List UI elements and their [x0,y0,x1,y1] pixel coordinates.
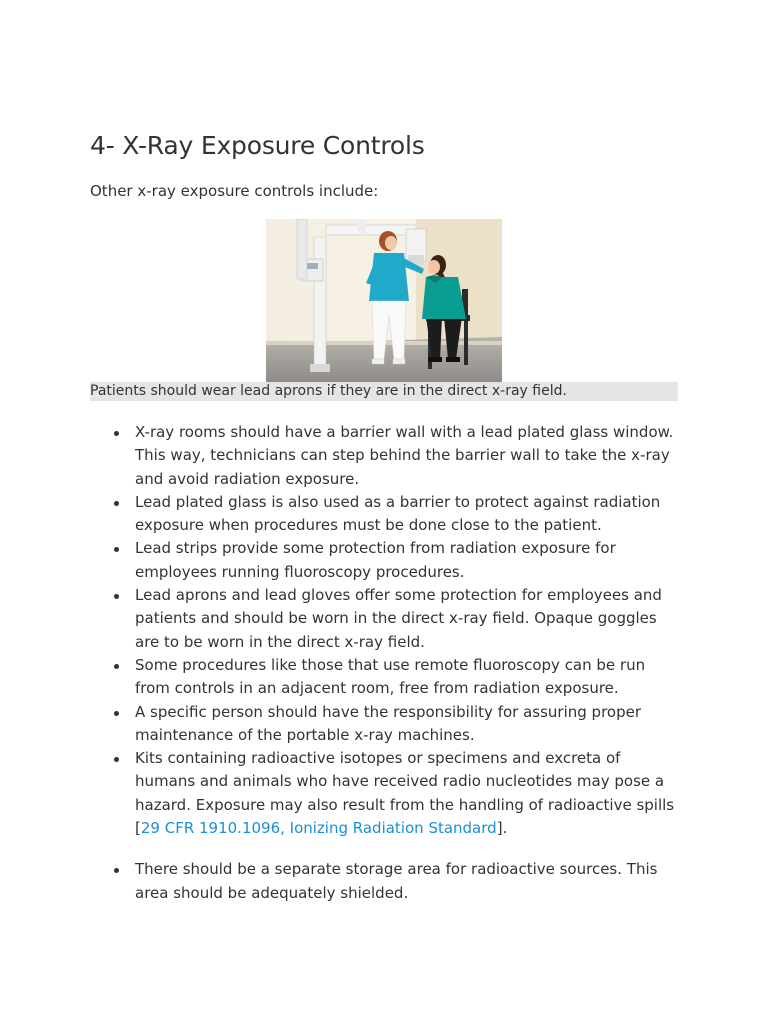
cfr-standard-link[interactable]: 29 CFR 1910.1096, Ionizing Radiation Standard [140,819,497,838]
list-item [135,421,678,491]
bullet-dot [114,501,119,506]
list-item-kits [135,747,678,840]
kits-text-end: ]. [496,819,508,838]
bullet-dot [114,547,119,552]
list-item-text: Lead plated glass is also used as a barrier to protect against radiation exposure when procedures must be done close to the patient. [135,492,661,535]
list-item-storage [135,858,678,905]
kits-text: Kits containing radioactive isotopes or specimens and excreta of humans and animals who have received radio nucleotides may pose a hazard. Exposure may also result from the handling of radioactive spills [ [135,749,675,838]
bullet-dot [114,868,119,873]
list-item [135,537,678,584]
list-item-text: A specific person should have the responsibility for assuring proper maintenance of the portable x-ray machines. [135,702,642,744]
page-title: 4- X-Ray Exposure Controls [90,131,425,160]
list-item [135,584,678,654]
bullet-dot [114,664,119,669]
figure-caption: Patients should wear lead aprons if they are in the direct x-ray field. [90,382,678,401]
intro-paragraph: Other x-ray exposure controls include: [90,182,379,200]
list-item-text: Lead aprons and lead gloves offer some protection for employees and patients and should be worn in the direct x-ray field. Opaque goggles are to be worn in the direct x-ray field. [135,586,662,651]
list-item [135,491,678,538]
list-item-text: X-ray rooms should have a barrier wall with a lead plated glass window. This way, technicians can step behind the barrier wall to take the x-ray and avoid radiation exposure. [135,423,674,488]
bullet-dot [114,594,119,599]
bullet-dot [114,431,119,436]
exposure-controls-list [90,421,678,905]
article-content [90,128,678,905]
list-item-text: Some procedures like those that use remote fluoroscopy can be run from controls in an adjacent room, free from radiation exposure. [135,655,646,698]
list-item [135,701,678,748]
list-item-text: There should be a separate storage area for radioactive sources. This area should be adequately shielded. [135,860,658,902]
list-item-text: Lead strips provide some protection from radiation exposure for employees running fluoroscopy procedures. [135,539,616,581]
bullet-dot [114,757,119,762]
bullet-dot [114,711,119,716]
list-item [135,654,678,701]
xray-room-photo [266,219,502,382]
